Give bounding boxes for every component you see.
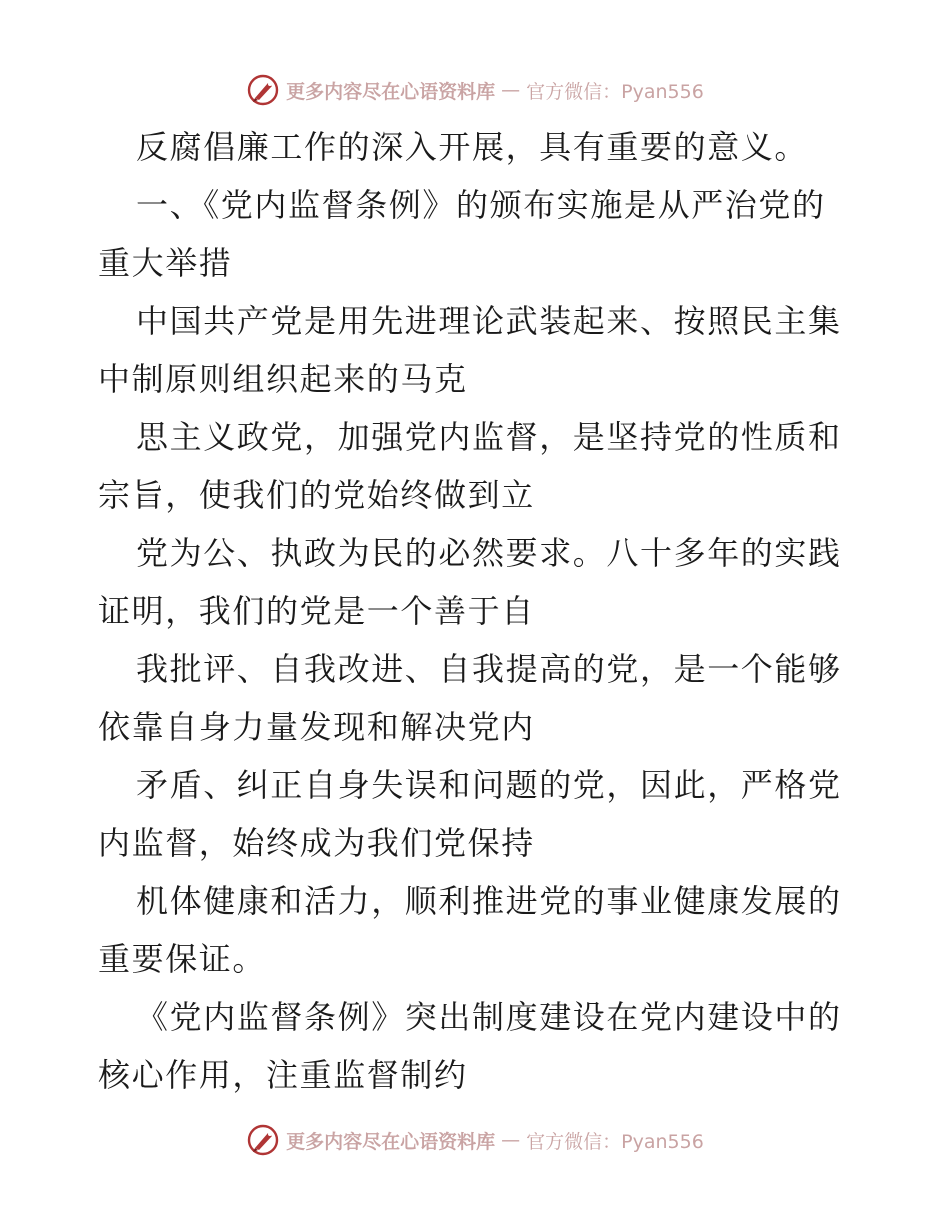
text-line: 重要保证。 bbox=[98, 940, 267, 978]
text-line: 内监督，始终成为我们党保持 bbox=[98, 824, 535, 862]
text-line: 机体健康和活力，顺利推进党的事业健康发展的 bbox=[136, 882, 842, 920]
text-line: 证明，我们的党是一个善于自 bbox=[98, 592, 535, 630]
text-line: 依靠自身力量发现和解决党内 bbox=[98, 708, 535, 746]
footer-watermark bbox=[0, 1120, 950, 1160]
document-body bbox=[98, 118, 858, 1104]
text-line: 中国共产党是用先进理论武装起来、按照民主集 bbox=[136, 302, 842, 340]
text-line: 《党内监督条例》突出制度建设在党内建设中的 bbox=[136, 998, 842, 1036]
pen-logo-icon bbox=[246, 1123, 280, 1157]
watermark-brand: 更多内容尽在心语资料库 bbox=[286, 1130, 496, 1153]
watermark-brand: 更多内容尽在心语资料库 bbox=[286, 80, 496, 103]
watermark-wechat: 官方微信：Pyan556 bbox=[526, 1130, 704, 1153]
text-line: 矛盾、纠正自身失误和问题的党，因此，严格党 bbox=[136, 766, 842, 804]
text-line: 重大举措 bbox=[98, 244, 233, 282]
text-line: 宗旨，使我们的党始终做到立 bbox=[98, 476, 535, 514]
text-line: 中制原则组织起来的马克 bbox=[98, 360, 468, 398]
text-line: 反腐倡廉工作的深入开展，具有重要的意义。 bbox=[136, 128, 809, 166]
text-line: 党为公、执政为民的必然要求。八十多年的实践 bbox=[136, 534, 842, 572]
text-line: 核心作用，注重监督制约 bbox=[98, 1056, 468, 1094]
header-watermark bbox=[0, 70, 950, 110]
watermark-dash: — bbox=[501, 79, 521, 101]
text-line: 思主义政党，加强党内监督，是坚持党的性质和 bbox=[136, 418, 842, 456]
text-line: 我批评、自我改进、自我提高的党，是一个能够 bbox=[136, 650, 842, 688]
pen-logo-icon bbox=[246, 73, 280, 107]
watermark-dash: — bbox=[501, 1129, 521, 1151]
watermark-wechat: 官方微信：Pyan556 bbox=[526, 80, 704, 103]
text-line: 一、《党内监督条例》的颁布实施是从严治党的 bbox=[136, 186, 826, 224]
